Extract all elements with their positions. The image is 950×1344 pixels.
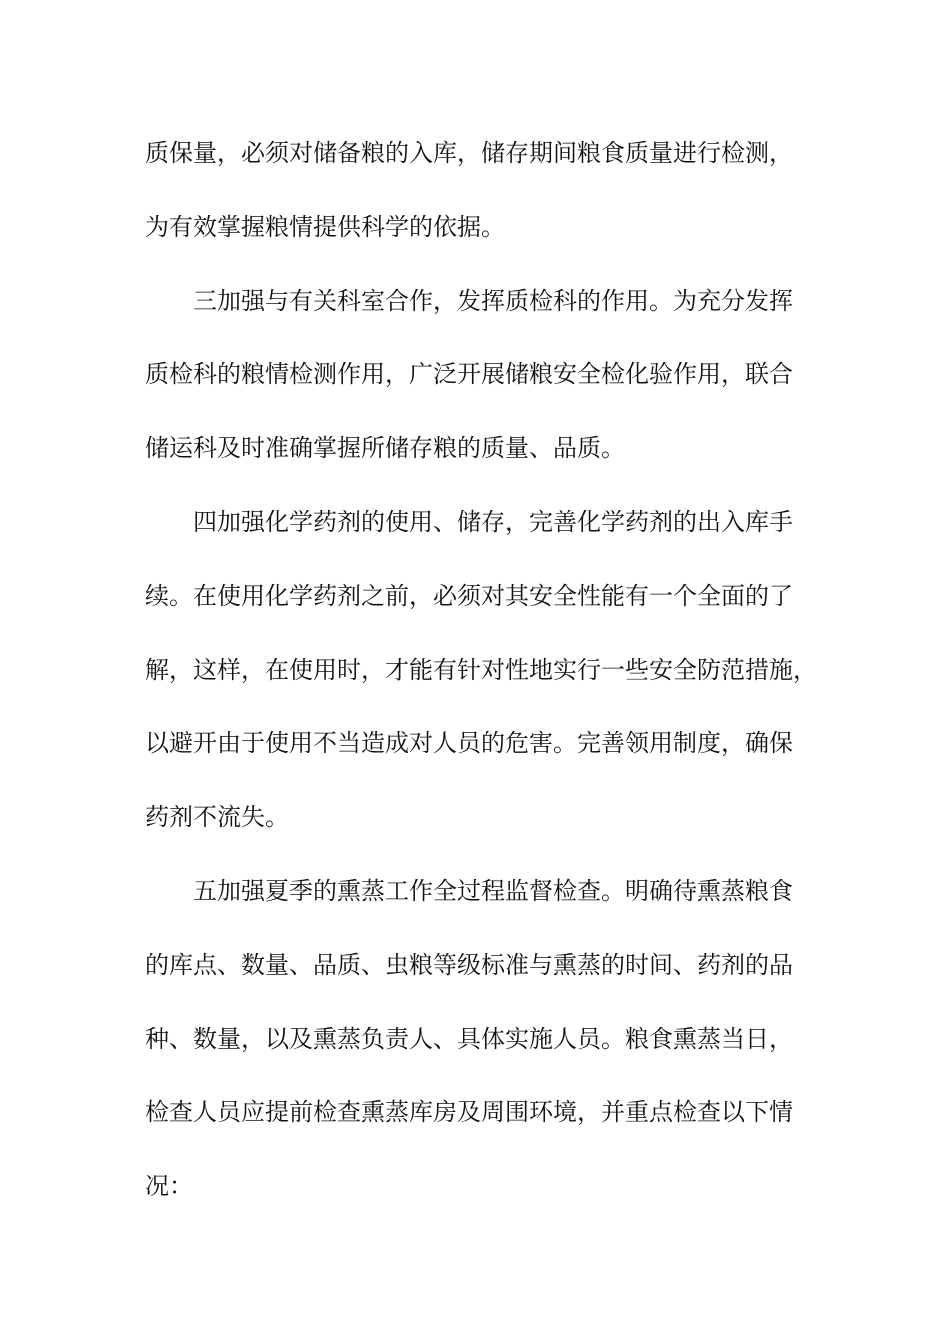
paragraph-start-line: 五加强夏季的熏蒸工作全过程监督检查。明确待熏蒸粮食	[193, 876, 793, 905]
text-line: 的库点、数量、品质、虫粮等级标准与熏蒸的时间、药剂的品	[145, 950, 793, 979]
text-line: 为有效掌握粮情提供科学的依据。	[145, 212, 505, 241]
text-line: 药剂不流失。	[145, 803, 289, 832]
paragraph-start-line: 三加强与有关科室合作，发挥质检科的作用。为充分发挥	[193, 286, 793, 315]
text-line: 种、数量，以及熏蒸负责人、具体实施人员。粮食熏蒸当日，	[145, 1024, 793, 1053]
text-line: 检查人员应提前检查熏蒸库房及周围环境，并重点检查以下情	[145, 1098, 793, 1127]
text-line: 以避开由于使用不当造成对人员的危害。完善领用制度，确保	[145, 729, 793, 758]
text-line: 储运科及时准确掌握所储存粮的质量、品质。	[145, 434, 625, 463]
text-line: 质保量，必须对储备粮的入库，储存期间粮食质量进行检测，	[145, 139, 793, 167]
document-body	[145, 128, 817, 1235]
text-line: 解，这样，在使用时，才能有针对性地实行一些安全防范措施，	[145, 655, 817, 684]
text-line: 续。在使用化学药剂之前，必须对其安全性能有一个全面的了	[145, 581, 793, 610]
text-line: 质检科的粮情检测作用，广泛开展储粮安全检化验作用，联合	[145, 360, 793, 389]
paragraph-start-line: 四加强化学药剂的使用、储存，完善化学药剂的出入库手	[193, 507, 793, 536]
text-line: 况：	[145, 1172, 193, 1201]
